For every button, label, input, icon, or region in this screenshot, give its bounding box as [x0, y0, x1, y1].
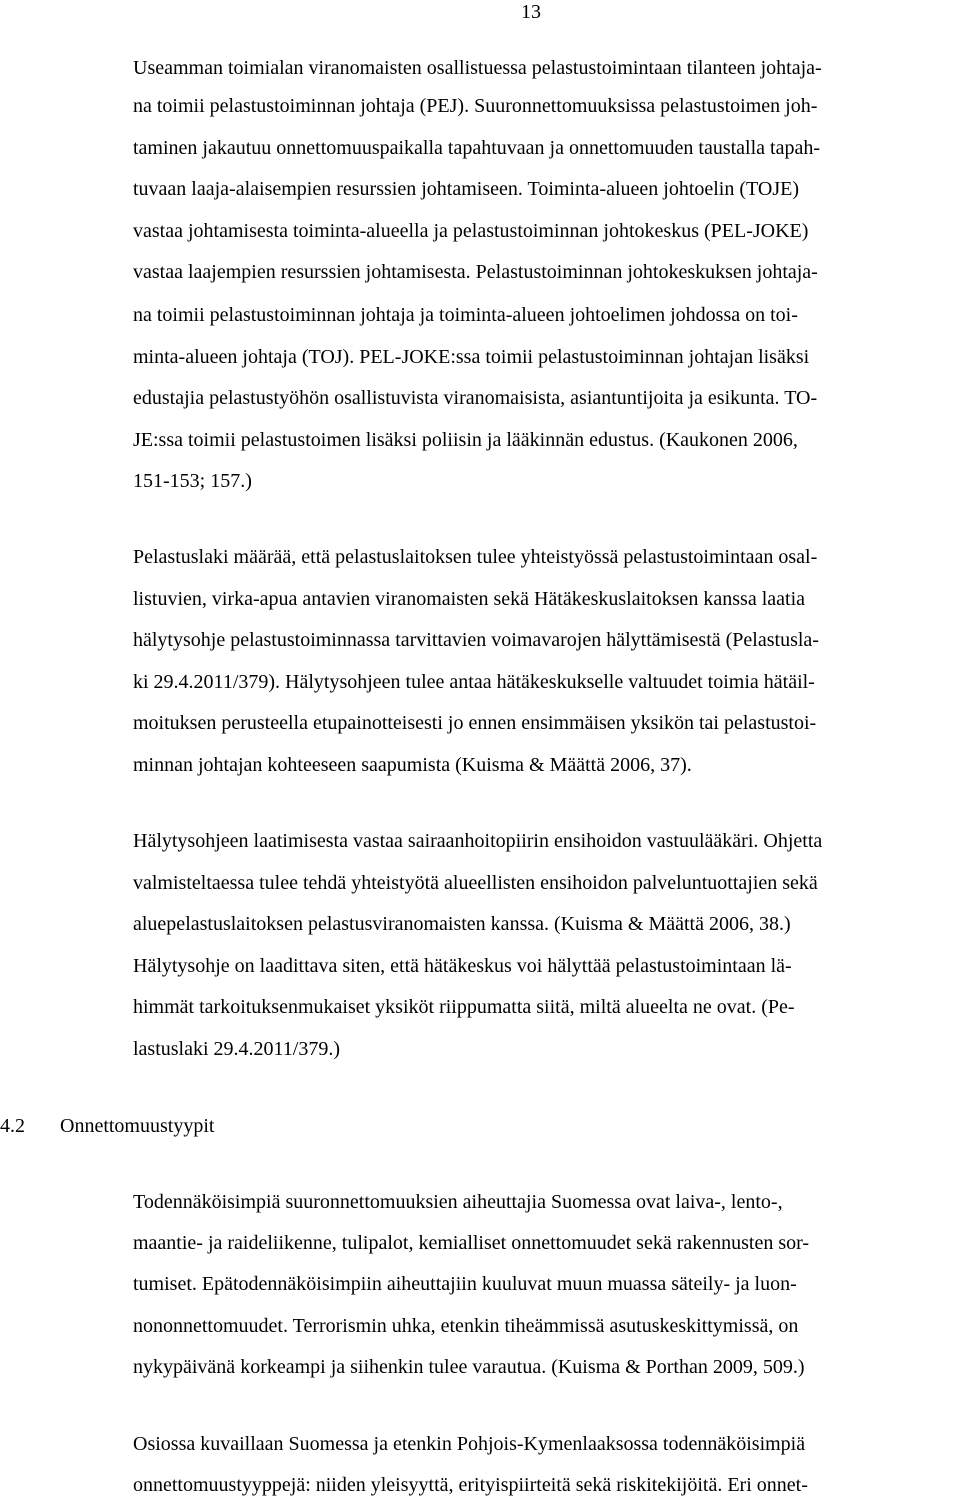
text-line: Hälytysohjeen laatimisesta vastaa sairaanhoitopiirin ensihoidon vastuulääkäri. Ohjetta [133, 830, 823, 852]
text-line: maantie- ja raideliikenne, tulipalot, kemialliset onnettomuudet sekä rakennusten sor- [133, 1232, 810, 1254]
text-line: himmät tarkoituksenmukaiset yksiköt riippumatta siitä, miltä alueelta ne ovat. (Pe- [133, 996, 795, 1018]
text-line: listuvien, virka-apua antavien viranomaisten sekä Hätäkeskuslaitoksen kanssa laatia [133, 588, 806, 610]
text-line: tumiset. Epätodennäköisimpiin aiheuttajiin kuuluvat muun muassa säteily- ja luon- [133, 1273, 797, 1295]
text-line: na toimii pelastustoiminnan johtaja (PEJ). Suuronnettomuuksissa pelastustoimen joh- [133, 95, 818, 117]
text-line: Pelastuslaki määrää, että pelastuslaitoksen tulee yhteistyössä pelastustoimintaan osal- [133, 546, 818, 568]
text-line: minnan johtajan kohteeseen saapumista (Kuisma & Määttä 2006, 37). [133, 754, 692, 776]
text-line: vastaa johtamisesta toiminta-alueella ja pelastustoiminnan johtokeskus (PEL-JOKE) [133, 220, 809, 242]
text-line: valmisteltaessa tulee tehdä yhteistyötä alueellisten ensihoidon palveluntuottajien sekä [133, 872, 818, 894]
text-line: Useamman toimialan viranomaisten osallistuessa pelastustoimintaan tilanteen johtaja- [133, 57, 822, 79]
text-line: Osiossa kuvaillaan Suomessa ja etenkin Pohjois-Kymenlaaksossa todennäköisimpiä [133, 1433, 806, 1455]
text-line: tuvaan laaja-alaisempien resurssien johtamiseen. Toiminta-alueen johtoelin (TOJE) [133, 178, 799, 200]
text-line: aluepelastuslaitoksen pelastusviranomaisten kanssa. (Kuisma & Määttä 2006, 38.) [133, 913, 791, 935]
text-line: taminen jakautuu onnettomuuspaikalla tapahtuvaan ja onnettomuuden taustalla tapah- [133, 137, 821, 159]
text-line: nykypäivänä korkeampi ja siihenkin tulee varautua. (Kuisma & Porthan 2009, 509.) [133, 1356, 805, 1378]
text-line: minta-alueen johtaja (TOJ). PEL-JOKE:ssa toimii pelastustoiminnan johtajan lisäksi [133, 346, 810, 368]
text-line: vastaa laajempien resurssien johtamisesta. Pelastustoiminnan johtokeskuksen johtaja- [133, 261, 818, 283]
text-line: onnettomuustyyppejä: niiden yleisyyttä, erityispiirteitä sekä riskitekijöitä. Eri onnet- [133, 1474, 808, 1496]
page-number: 13 [521, 1, 541, 23]
text-line: na toimii pelastustoiminnan johtaja ja toiminta-alueen johtoelimen johdossa on toi- [133, 304, 798, 326]
text-line: 151-153; 157.) [133, 470, 252, 492]
text-line: Hälytysohje on laadittava siten, että hätäkeskus voi hälyttää pelastustoimintaan lä- [133, 955, 792, 977]
text-line: nononnettomuudet. Terrorismin uhka, etenkin tiheämmissä asutuskeskittymissä, on [133, 1315, 799, 1337]
text-line: ki 29.4.2011/379). Hälytysohjeen tulee antaa hätäkeskukselle valtuudet toimia hätäil- [133, 671, 815, 693]
text-line: Todennäköisimpiä suuronnettomuuksien aiheuttajia Suomessa ovat laiva-, lento-, [133, 1191, 783, 1213]
text-line: moituksen perusteella etupainotteisesti jo ennen ensimmäisen yksikön tai pelastustoi- [133, 712, 817, 734]
section-title: Onnettomuustyypit [60, 1115, 215, 1137]
text-line: JE:ssa toimii pelastustoimen lisäksi poliisin ja lääkinnän edustus. (Kaukonen 2006, [133, 429, 798, 451]
text-line: hälytysohje pelastustoiminnassa tarvittavien voimavarojen hälyttämisestä (Pelastusla- [133, 629, 819, 651]
text-line: lastuslaki 29.4.2011/379.) [133, 1038, 341, 1060]
section-number: 4.2 [0, 1115, 25, 1137]
section-heading [0, 1114, 214, 1138]
text-line: edustajia pelastustyöhön osallistuvista viranomaisista, asiantuntijoita ja esikunta. TO- [133, 387, 818, 409]
